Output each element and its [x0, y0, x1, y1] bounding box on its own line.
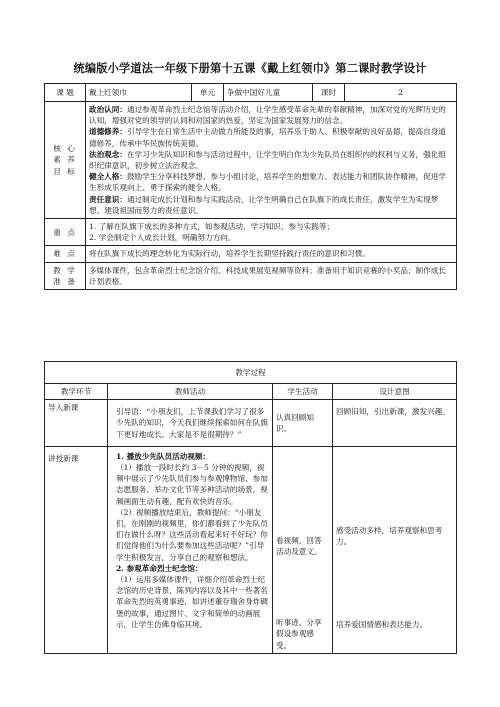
col-student: 学生活动	[273, 384, 333, 400]
col-teacher: 教师活动	[108, 384, 273, 400]
topic-value: 戴上红领巾	[86, 84, 192, 102]
core-literacy-label: 核 心 素 养 目 标	[45, 102, 86, 219]
table-row	[45, 446, 457, 653]
intent-new: 感受活动多样，培养观察和思考力。 培养爱国情感和表达能力。	[333, 446, 457, 653]
teacher-intro: 引导语：“小朋友们，上节课我们学习了很多少先队的知识，今天我们继续探索如何在队旗下更好地成长。大家是不是很期待？”	[108, 400, 273, 447]
unit-value: 争做中国好儿童	[224, 84, 313, 102]
objective-personality: 健全人格：鼓励学生分享科技梦想、参与小组讨论，培养学生的想象力、表达能力和团队协作精神，促进学生形成乐观向上、勇于探索的健全人格。	[89, 172, 446, 193]
prep-label: 教 学 准 备	[45, 262, 86, 289]
prep-content: 多媒体课件，包含革命烈士纪念馆介绍、科技成果展览视频等资料；准备用于知识竞赛的小奖品；制作成长计划表格。	[86, 262, 457, 289]
unit-label: 单元	[192, 84, 224, 102]
topic-label: 课 题	[45, 84, 86, 102]
teaching-process-table	[44, 361, 457, 654]
student-intro: 认真回顾知识。	[273, 400, 333, 447]
col-stage: 教学环节	[45, 384, 108, 400]
lesson-info-table	[44, 83, 457, 290]
objective-moral: 道德修养：引导学生在日常生活中主动做力所能及的事，培养乐于助人、积极奉献的良好品德，提高自身道德修养，传承中华民族传统美德。	[89, 127, 446, 148]
difficulties-content: 将在队旗下成长的理念转化为实际行动，培养学生长期坚持践行责任的意识和习惯。	[86, 246, 457, 262]
objective-law: 法治观念：在学习少先队知识和参与活动过程中，让学生明白作为少先队员在组织内的权利与义务，强化组织纪律意识，初步树立法治观念。	[89, 149, 446, 171]
col-intent: 设计意图	[333, 384, 457, 400]
intent-intro: 回顾旧知，引出新课，激发兴趣。	[333, 400, 457, 447]
student-new: 看视频，回答活动及意义。 听事迹，分享假设参观感受。	[273, 446, 333, 653]
period-value: 2	[345, 84, 457, 102]
period-label: 课时	[313, 84, 345, 102]
teacher-new: 1. 播放少先队员活动视频： （1）播放一段时长约 3－5 分钟的视频，视频中展示了少先队员们参与参观博物馆、参加志愿服务、举办文化节等多种活动的场景，视频画面生动有趣，配有欢快的音乐。 （2）视频播放结束后，教师提问：“小朋友们，在刚刚的视频里，你们都看到了少先队员们在做什么呀？这些活动看起来好不好玩？你们觉得他们为什么要参加这些活动呢？”引导学生积极发言，分享自己的观察和想法。 2. 参观革命烈士纪念馆： （1）运用多媒体课件，详细介绍革命烈士纪念馆的历史背景、陈列内容以及其中一些著名革命先烈的英勇事迹，如讲述董存瑞舍身炸碉堡的故事，通过图片、文字和简单的动画展示，让学生仿佛身临其境。	[108, 446, 273, 653]
page-title: 统编版小学道法一年级下册第十五课《戴上红领巾》第二课时教学设计	[73, 61, 427, 75]
process-title: 教学过程	[45, 362, 457, 384]
key-points-label: 重 点	[45, 219, 86, 246]
difficulties-label: 难 点	[45, 246, 86, 262]
key-points-content: 1. 了解在队旗下成长的多种方式，如参观活动、学习知识、参与实践等； 2. 学会制定个人成长计划，明确努力方向。	[86, 219, 457, 246]
stage-new: 讲授新课	[45, 446, 108, 653]
objective-political: 政治认同：通过参观革命烈士纪念馆等活动介绍，让学生感受革命先辈的奉献精神，加深对党的光辉历史的认知，增强对党的领导的认同和对国家的热爱，坚定为国家发展努力的信念。	[89, 105, 446, 126]
table-row	[45, 400, 457, 447]
objective-responsibility: 责任意识：通过制定成长计划和参与实践活动，让学生明确自己在队旗下的成长责任，激发学生为实现梦想、建设祖国而努力的责任意识。	[89, 194, 439, 215]
core-literacy-content	[86, 102, 457, 219]
stage-intro: 导入新课	[45, 400, 108, 447]
